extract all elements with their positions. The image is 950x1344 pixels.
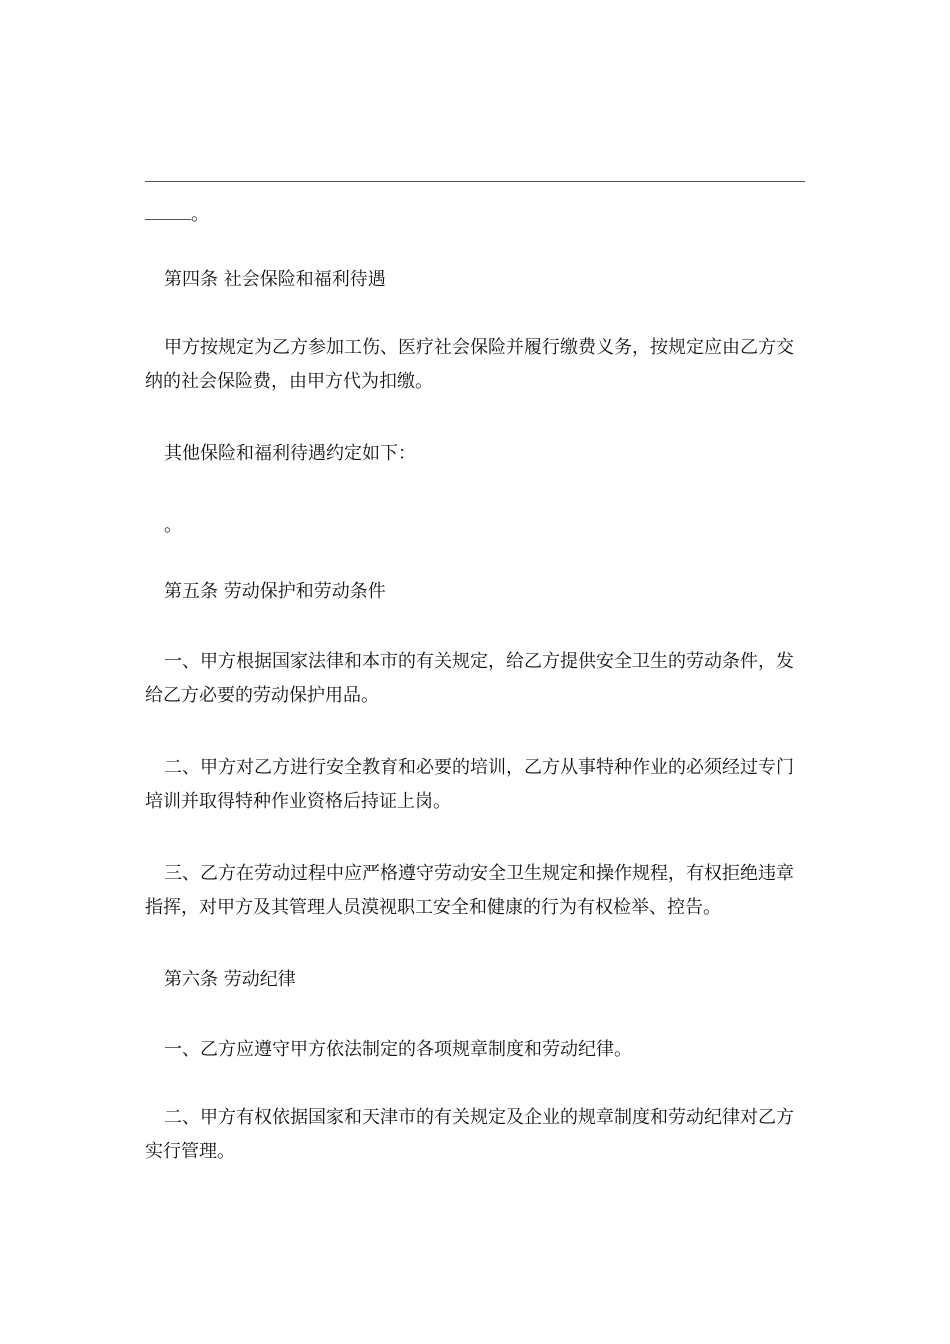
article-5-heading: 第五条 劳动保护和劳动条件: [164, 581, 386, 602]
article-6-heading: 第六条 劳动纪律: [164, 969, 296, 990]
blank-underline: [145, 204, 191, 220]
blank-fill-line: [145, 181, 805, 182]
blank-end-punct: 。: [191, 204, 209, 225]
document-page: [145, 0, 805, 1344]
article-4-paragraph-1: 甲方按规定为乙方参加工伤、医疗社会保险并履行缴费义务，按规定应由乙方交纳的社会保险费，由甲方代为扣缴。: [145, 337, 794, 392]
article-5-item-1: 一、甲方根据国家法律和本市的有关规定，给乙方提供安全卫生的劳动条件，发给乙方必要的劳动保护用品。: [145, 651, 794, 706]
article-5-item-2: 二、甲方对乙方进行安全教育和必要的培训，乙方从事特种作业的必须经过专门培训并取得特种作业资格后持证上岗。: [145, 757, 794, 812]
article-4-paragraph-3: 。: [164, 515, 182, 536]
article-6-item-1: 一、乙方应遵守甲方依法制定的各项规章制度和劳动纪律。: [164, 1039, 632, 1060]
article-6-item-2: 二、甲方有权依据国家和天津市的有关规定及企业的规章制度和劳动纪律对乙方实行管理。: [145, 1107, 794, 1162]
article-4-paragraph-2: 其他保险和福利待遇约定如下：: [164, 443, 416, 464]
article-4-heading: 第四条 社会保险和福利待遇: [164, 269, 386, 290]
article-5-item-3: 三、乙方在劳动过程中应严格遵守劳动安全卫生规定和操作规程，有权拒绝违章指挥，对甲方及其管理人员漠视职工安全和健康的行为有权检举、控告。: [145, 863, 794, 918]
blank-fill-end: [145, 203, 209, 227]
